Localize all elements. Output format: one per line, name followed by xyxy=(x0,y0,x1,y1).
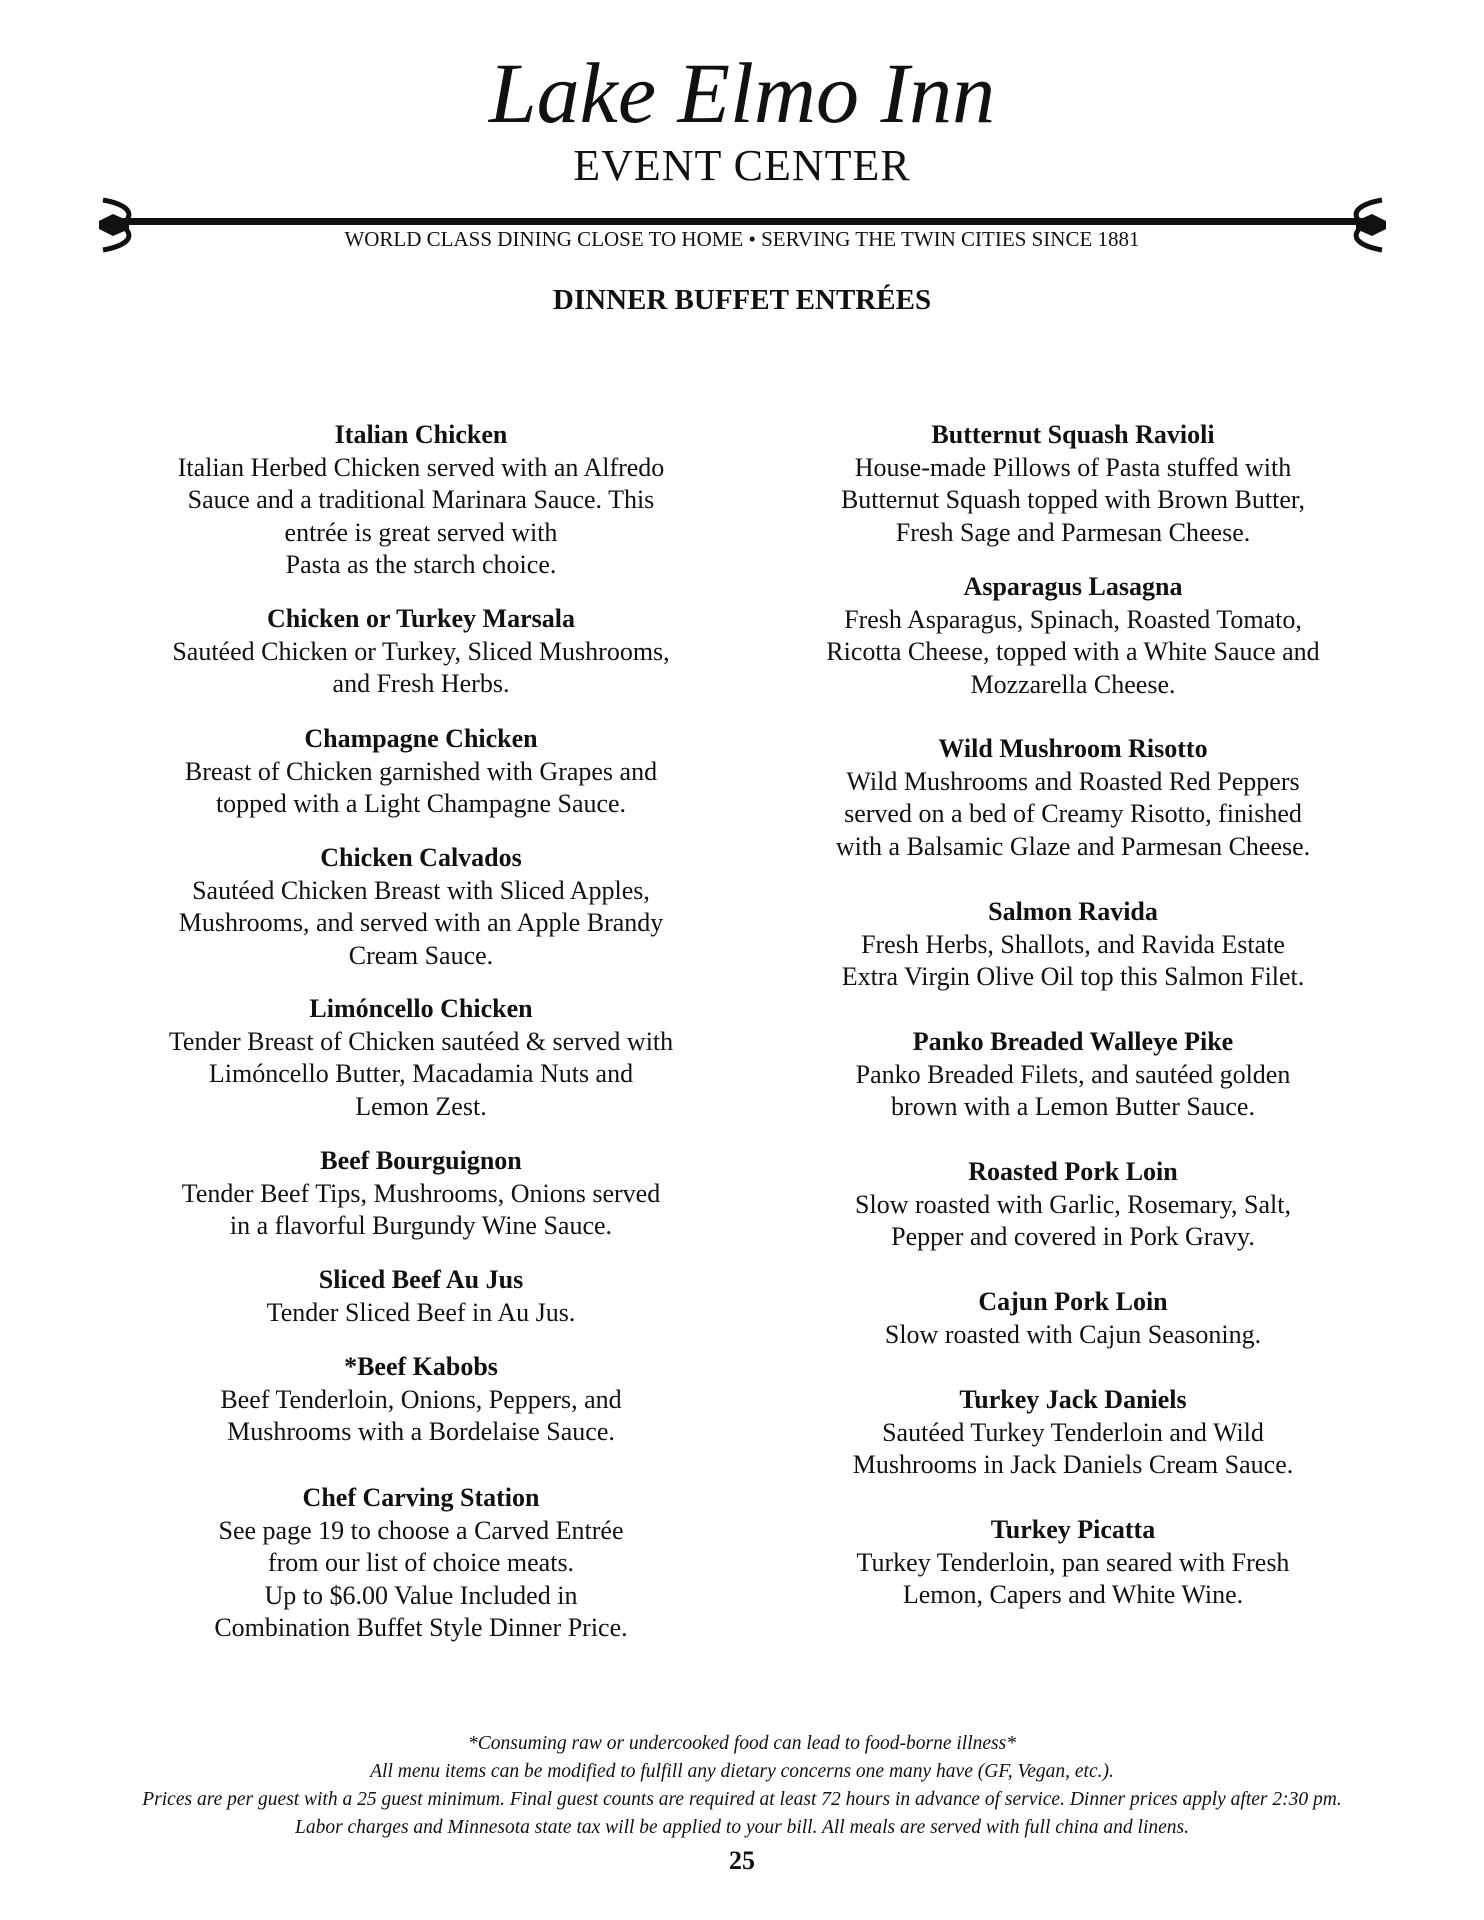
menu-item xyxy=(763,1286,1383,1351)
item-description: Sautéed Chicken or Turkey, Sliced Mushrooms, and Fresh Herbs. xyxy=(172,636,670,698)
header-rule xyxy=(120,218,1364,225)
item-name: Turkey Jack Daniels xyxy=(959,1385,1187,1414)
item-description: House-made Pillows of Pasta stuffed with Butternut Squash topped with Brown Butter, Fresh Sage and Parmesan Cheese. xyxy=(840,452,1306,547)
item-name: *Beef Kabobs xyxy=(344,1352,498,1381)
item-description: Wild Mushrooms and Roasted Red Peppers served on a bed of Creamy Risotto, finished with a Balsamic Glaze and Parmesan Cheese. xyxy=(835,766,1311,861)
item-name: Chicken or Turkey Marsala xyxy=(267,604,575,633)
page-title: Lake Elmo Inn xyxy=(488,45,996,141)
item-description: Breast of Chicken garnished with Grapes and topped with a Light Champagne Sauce. xyxy=(184,756,658,818)
item-name: Asparagus Lasagna xyxy=(963,572,1183,601)
menu-item xyxy=(111,1351,731,1449)
menu-item xyxy=(111,1145,731,1243)
item-description: Sautéed Turkey Tenderloin and Wild Mushrooms in Jack Daniels Cream Sauce. xyxy=(852,1417,1294,1479)
item-name: Cajun Pork Loin xyxy=(978,1287,1168,1316)
menu-item xyxy=(111,603,731,701)
item-name: Chef Carving Station xyxy=(302,1483,540,1512)
item-description: Sautéed Chicken Breast with Sliced Apples, Mushrooms, and served with an Apple Brandy Cream Sauce. xyxy=(178,875,664,970)
item-name: Turkey Picatta xyxy=(990,1515,1156,1544)
item-name: Sliced Beef Au Jus xyxy=(318,1265,524,1294)
item-description: Turkey Tenderloin, pan seared with Fresh Lemon, Capers and White Wine. xyxy=(856,1547,1290,1609)
menu-item xyxy=(763,1156,1383,1254)
menu-item xyxy=(763,896,1383,994)
menu-item xyxy=(763,419,1383,549)
item-description: Slow roasted with Cajun Seasoning. xyxy=(884,1319,1262,1349)
footer-line: Prices are per guest with a 25 guest minimum. Final guest counts are required at least 72 hours in advance of service. Dinner prices apply after 2:30 pm. xyxy=(142,1789,1342,1810)
item-description: See page 19 to choose a Carved Entrée from our list of choice meats. Up to $6.00 Value Included in Combination Buffet Style Dinner Price. xyxy=(214,1515,628,1642)
item-name: Wild Mushroom Risotto xyxy=(938,734,1208,763)
menu-item xyxy=(763,1384,1383,1482)
footer-line: *Consuming raw or undercooked food can lead to food-borne illness* xyxy=(468,1733,1016,1754)
item-description: Tender Sliced Beef in Au Jus. xyxy=(266,1297,576,1327)
item-name: Panko Breaded Walleye Pike xyxy=(912,1027,1234,1056)
item-name: Chicken Calvados xyxy=(320,843,522,872)
item-name: Butternut Squash Ravioli xyxy=(931,420,1215,449)
section-heading: DINNER BUFFET ENTRÉES xyxy=(552,284,932,316)
menu-item xyxy=(763,571,1383,701)
menu-item xyxy=(763,733,1383,863)
footer-notes xyxy=(0,1730,1484,1842)
item-description: Panko Breaded Filets, and sautéed golden brown with a Lemon Butter Sauce. xyxy=(855,1059,1291,1121)
item-description: Italian Herbed Chicken served with an Alfredo Sauce and a traditional Marinara Sauce. This entrée is great served with Pasta as the starch choice. xyxy=(177,452,665,579)
item-name: Roasted Pork Loin xyxy=(968,1157,1178,1186)
tagline: WORLD CLASS DINING CLOSE TO HOME • SERVING THE TWIN CITIES SINCE 1881 xyxy=(344,227,1140,251)
item-description: Fresh Asparagus, Spinach, Roasted Tomato, Ricotta Cheese, topped with a White Sauce and Mozzarella Cheese. xyxy=(826,604,1320,699)
item-name: Italian Chicken xyxy=(334,420,508,449)
page-number: 25 xyxy=(729,1846,755,1875)
footer-line: All menu items can be modified to fulfill any dietary concerns one many have (GF, Vegan, etc.). xyxy=(370,1761,1114,1782)
item-description: Tender Beef Tips, Mushrooms, Onions served in a flavorful Burgundy Wine Sauce. xyxy=(181,1178,661,1240)
footer-line: Labor charges and Minnesota state tax will be applied to your bill. All meals are served with full china and linens. xyxy=(294,1817,1190,1838)
item-description: Slow roasted with Garlic, Rosemary, Salt, Pepper and covered in Pork Gravy. xyxy=(855,1189,1291,1251)
menu-item xyxy=(111,993,731,1123)
item-description: Fresh Herbs, Shallots, and Ravida Estate Extra Virgin Olive Oil top this Salmon Filet. xyxy=(841,929,1305,991)
page-subtitle: EVENT CENTER xyxy=(573,141,911,190)
item-description: Tender Breast of Chicken sautéed & served with Limóncello Butter, Macadamia Nuts and Lemon Zest. xyxy=(168,1026,674,1121)
item-name: Champagne Chicken xyxy=(304,724,538,753)
menu-item xyxy=(763,1514,1383,1612)
menu-item xyxy=(111,1264,731,1329)
menu-item xyxy=(111,419,731,582)
menu-item xyxy=(111,842,731,972)
menu-item xyxy=(111,1482,731,1645)
item-name: Beef Bourguignon xyxy=(320,1146,522,1175)
item-description: Beef Tenderloin, Onions, Peppers, and Mushrooms with a Bordelaise Sauce. xyxy=(220,1384,622,1446)
menu-item xyxy=(111,723,731,821)
menu-item xyxy=(763,1026,1383,1124)
item-name: Salmon Ravida xyxy=(988,897,1158,926)
item-name: Limóncello Chicken xyxy=(309,994,533,1023)
